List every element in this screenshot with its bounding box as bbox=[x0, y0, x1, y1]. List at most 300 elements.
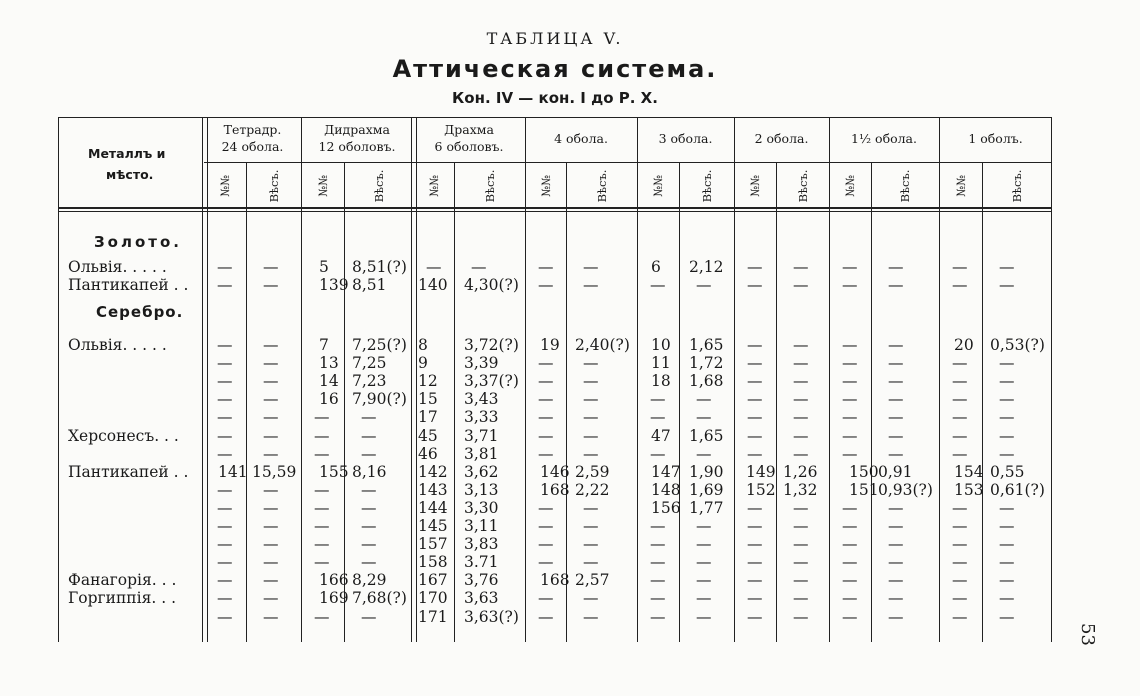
catalog-number-cell: 145 bbox=[418, 517, 448, 535]
weight-cell: — bbox=[888, 372, 904, 391]
weight-cell: 3,81 bbox=[464, 444, 499, 463]
number-subheader-text: №№ bbox=[426, 175, 441, 197]
catalog-number-cell: — bbox=[538, 517, 554, 535]
weight-cell: — bbox=[361, 607, 377, 626]
catalog-number-cell: — bbox=[217, 372, 233, 391]
weight-cell: 7,25(?) bbox=[352, 336, 407, 354]
denomination-name: 4 обола. bbox=[554, 131, 608, 146]
catalog-number-cell: — bbox=[842, 498, 858, 517]
weight-cell: — bbox=[999, 498, 1015, 517]
weight-subheader bbox=[897, 166, 913, 206]
catalog-number-cell: — bbox=[538, 535, 554, 554]
weight-cell: — bbox=[888, 517, 904, 535]
weight-cell: 3.71 bbox=[464, 553, 499, 572]
denomination-name: Тетрадр. bbox=[223, 122, 282, 137]
weight-cell: 2,57 bbox=[575, 571, 610, 590]
weight-cell: — bbox=[696, 553, 712, 572]
catalog-number-cell: — bbox=[842, 444, 858, 463]
catalog-number-cell: — bbox=[314, 535, 330, 554]
weight-cell: — bbox=[583, 258, 599, 276]
weight-subheader bbox=[371, 166, 387, 206]
weight-cell: — bbox=[999, 553, 1015, 572]
weight-cell: 3,83 bbox=[464, 535, 499, 554]
weight-cell: — bbox=[583, 372, 599, 391]
catalog-number-cell: — bbox=[842, 553, 858, 572]
weight-cell: 3,30 bbox=[464, 498, 499, 517]
number-subheader-text: №№ bbox=[651, 175, 665, 197]
weight-cell: 0,61(?) bbox=[990, 480, 1045, 499]
catalog-number-cell: 141 bbox=[218, 462, 248, 481]
catalog-number-cell: — bbox=[952, 571, 968, 590]
catalog-number-cell: 143 bbox=[418, 480, 448, 499]
catalog-number-cell: 147 bbox=[651, 462, 681, 481]
weight-subheader-text: Вѣсъ. bbox=[371, 169, 386, 203]
weight-cell: 3,76 bbox=[464, 571, 499, 590]
catalog-number-cell: 158 bbox=[418, 553, 448, 572]
catalog-number-cell: — bbox=[952, 426, 968, 445]
weight-cell: — bbox=[471, 258, 487, 276]
catalog-number-cell: 47 bbox=[651, 426, 671, 445]
catalog-number-cell: — bbox=[217, 607, 233, 626]
weight-subheader bbox=[266, 166, 282, 206]
catalog-number-cell: — bbox=[747, 571, 763, 590]
denomination-header bbox=[301, 121, 413, 161]
weight-cell: — bbox=[999, 571, 1015, 590]
catalog-number-cell: — bbox=[217, 390, 233, 409]
catalog-number-cell: — bbox=[217, 426, 233, 445]
catalog-number-cell: 153 bbox=[954, 480, 984, 499]
catalog-number-cell: 156 bbox=[651, 498, 681, 517]
weight-subheader-text: Вѣсъ. bbox=[482, 169, 497, 203]
weight-cell: — bbox=[263, 258, 279, 276]
catalog-number-cell: 19 bbox=[540, 336, 560, 354]
denomination-name: 1½ обола. bbox=[851, 131, 917, 146]
weight-cell: 1,65 bbox=[689, 336, 724, 354]
weight-cell: — bbox=[793, 372, 809, 391]
weight-cell: — bbox=[263, 336, 279, 354]
weight-cell: — bbox=[888, 571, 904, 590]
catalog-number-cell: — bbox=[842, 589, 858, 608]
place-name: Херсонесъ. . . bbox=[68, 426, 179, 445]
catalog-number-cell: — bbox=[217, 354, 233, 373]
denomination-name: 2 обола. bbox=[754, 131, 809, 146]
catalog-number-cell: — bbox=[952, 589, 968, 608]
denomination-name: 3 обола. bbox=[658, 131, 713, 146]
table-title: Аттическая система. bbox=[392, 55, 718, 83]
number-subheader bbox=[315, 166, 331, 206]
weight-cell: 0,53(?) bbox=[990, 336, 1045, 354]
denomination-header bbox=[829, 121, 939, 170]
catalog-number-cell: 155 bbox=[319, 462, 349, 481]
weight-cell: — bbox=[793, 426, 809, 445]
place-name: Фанагорія. . . bbox=[68, 571, 177, 590]
weight-cell: 2,12 bbox=[689, 258, 724, 276]
weight-cell: — bbox=[361, 535, 377, 554]
weight-cell: — bbox=[696, 535, 712, 554]
weight-cell: — bbox=[583, 408, 599, 427]
weight-cell: — bbox=[999, 390, 1015, 409]
catalog-number-cell: 142 bbox=[418, 462, 448, 481]
catalog-number-cell: 12 bbox=[418, 372, 438, 391]
catalog-number-cell: — bbox=[538, 607, 554, 626]
weight-cell: — bbox=[888, 390, 904, 409]
weight-cell: 1,69 bbox=[689, 480, 724, 499]
weight-cell: — bbox=[793, 589, 809, 608]
catalog-number-cell: — bbox=[217, 444, 233, 463]
weight-cell: — bbox=[583, 589, 599, 608]
place-name: Ольвія. . . . . bbox=[68, 336, 167, 354]
catalog-number-cell: — bbox=[952, 276, 968, 295]
catalog-number-cell: — bbox=[952, 498, 968, 517]
catalog-number-cell: — bbox=[538, 372, 554, 391]
weight-cell: — bbox=[583, 354, 599, 373]
catalog-number-cell: — bbox=[314, 444, 330, 463]
weight-cell: — bbox=[793, 498, 809, 517]
weight-cell: — bbox=[793, 390, 809, 409]
catalog-number-cell: — bbox=[217, 408, 233, 427]
catalog-number-cell: — bbox=[538, 354, 554, 373]
catalog-number-cell: — bbox=[747, 390, 763, 409]
catalog-number-cell: — bbox=[650, 276, 666, 295]
catalog-number-cell: 11 bbox=[651, 354, 671, 373]
weight-subheader-text: Вѣсъ. bbox=[898, 169, 912, 203]
denomination-header bbox=[939, 121, 1052, 170]
weight-cell: — bbox=[263, 390, 279, 409]
catalog-number-cell: — bbox=[842, 408, 858, 427]
weight-cell: 1,26 bbox=[783, 462, 818, 481]
weight-subheader-text: Вѣсъ. bbox=[699, 169, 714, 203]
place-name: Пантикапей . . bbox=[68, 462, 189, 481]
weight-cell: — bbox=[263, 408, 279, 427]
place-name: Пантикапей . . bbox=[68, 276, 189, 295]
catalog-number-cell: — bbox=[314, 498, 330, 517]
weight-cell: 0,55 bbox=[990, 462, 1025, 481]
catalog-number-cell: — bbox=[747, 276, 763, 295]
place-header-line: Металлъ и bbox=[88, 146, 166, 161]
table-row bbox=[58, 589, 1052, 607]
weight-cell: 3,63(?) bbox=[464, 607, 519, 626]
weight-cell: — bbox=[888, 408, 904, 427]
weight-cell: 3,11 bbox=[464, 517, 499, 535]
weight-cell: — bbox=[888, 607, 904, 626]
weight-cell: — bbox=[263, 426, 279, 445]
weight-cell: — bbox=[888, 354, 904, 373]
table-row bbox=[58, 258, 1052, 276]
denomination-obols: 24 обола. bbox=[221, 139, 284, 154]
weight-cell: — bbox=[999, 276, 1015, 295]
weight-cell: 3,72(?) bbox=[464, 336, 519, 354]
weight-cell: 7,68(?) bbox=[352, 589, 407, 608]
weight-cell: — bbox=[793, 571, 809, 590]
metal-section-header: Золото. bbox=[94, 233, 182, 251]
catalog-number-cell: — bbox=[747, 553, 763, 572]
weight-cell: — bbox=[263, 517, 279, 535]
weight-cell: 1,72 bbox=[689, 354, 724, 373]
catalog-number-cell: 146 bbox=[540, 462, 570, 481]
catalog-number-cell: 154 bbox=[954, 462, 984, 481]
weight-cell: — bbox=[793, 607, 809, 626]
weight-subheader bbox=[482, 166, 498, 206]
weight-cell: 3,62 bbox=[464, 462, 499, 481]
number-subheader bbox=[538, 166, 554, 206]
weight-cell: 2,22 bbox=[575, 480, 610, 499]
number-subheader-text: №№ bbox=[843, 175, 857, 197]
catalog-number-cell: 7 bbox=[319, 336, 329, 354]
catalog-number-cell: 152 bbox=[746, 480, 776, 499]
catalog-number-cell: — bbox=[952, 354, 968, 373]
catalog-number-cell: — bbox=[217, 571, 233, 590]
weight-cell: — bbox=[361, 517, 377, 535]
table-row bbox=[58, 535, 1052, 553]
table-row bbox=[58, 390, 1052, 408]
catalog-number-cell: — bbox=[650, 535, 666, 554]
catalog-number-cell: — bbox=[650, 607, 666, 626]
weight-cell: — bbox=[583, 276, 599, 295]
catalog-number-cell: — bbox=[952, 553, 968, 572]
weight-cell: — bbox=[361, 553, 377, 572]
weight-subheader-text: Вѣсъ. bbox=[1010, 169, 1024, 203]
weight-cell: — bbox=[999, 589, 1015, 608]
catalog-number-cell: — bbox=[747, 354, 763, 373]
catalog-number-cell: — bbox=[842, 607, 858, 626]
catalog-number-cell: — bbox=[842, 571, 858, 590]
number-subheader bbox=[426, 166, 442, 206]
catalog-number-cell: — bbox=[217, 258, 233, 276]
catalog-number-cell: 14 bbox=[319, 372, 339, 391]
denomination-header bbox=[734, 121, 829, 170]
number-subheader-text: №№ bbox=[315, 175, 330, 197]
weight-cell: 1,65 bbox=[689, 426, 724, 445]
table-row bbox=[58, 553, 1052, 571]
catalog-number-cell: — bbox=[650, 390, 666, 409]
weight-subheader-text: Вѣсъ. bbox=[795, 169, 810, 203]
catalog-number-cell: — bbox=[314, 553, 330, 572]
weight-cell: — bbox=[263, 498, 279, 517]
weight-cell: — bbox=[696, 517, 712, 535]
catalog-number-cell: — bbox=[538, 553, 554, 572]
weight-cell: — bbox=[999, 535, 1015, 554]
weight-cell: — bbox=[696, 390, 712, 409]
weight-subheader bbox=[1009, 166, 1025, 206]
weight-cell: 3,37(?) bbox=[464, 372, 519, 391]
table-row bbox=[58, 517, 1052, 535]
catalog-number-cell: 149 bbox=[746, 462, 776, 481]
weight-cell: — bbox=[888, 426, 904, 445]
weight-cell: — bbox=[361, 426, 377, 445]
weight-cell: — bbox=[263, 444, 279, 463]
catalog-number-cell: — bbox=[842, 426, 858, 445]
weight-cell: — bbox=[999, 517, 1015, 535]
catalog-number-cell: — bbox=[314, 426, 330, 445]
weight-cell: — bbox=[793, 408, 809, 427]
weight-subheader bbox=[699, 166, 715, 206]
catalog-number-cell: — bbox=[217, 553, 233, 572]
weight-cell: 8,51 bbox=[352, 276, 387, 295]
weight-cell: 0,93(?) bbox=[878, 480, 933, 499]
weight-cell: — bbox=[999, 354, 1015, 373]
catalog-number-cell: 140 bbox=[418, 276, 448, 295]
denomination-obols: 6 оболовъ. bbox=[434, 139, 504, 154]
catalog-number-cell: — bbox=[952, 372, 968, 391]
weight-cell: — bbox=[999, 408, 1015, 427]
catalog-number-cell: 13 bbox=[319, 354, 339, 373]
catalog-number-cell: — bbox=[842, 390, 858, 409]
number-subheader bbox=[747, 166, 763, 206]
weight-cell: — bbox=[999, 372, 1015, 391]
catalog-number-cell: 166 bbox=[319, 571, 349, 590]
weight-cell: — bbox=[999, 444, 1015, 463]
catalog-number-cell: — bbox=[747, 426, 763, 445]
weight-cell: 3,63 bbox=[464, 589, 499, 608]
catalog-number-cell: 5 bbox=[319, 258, 329, 276]
catalog-number-cell: — bbox=[747, 444, 763, 463]
weight-cell: 2,59 bbox=[575, 462, 610, 481]
denomination-name: Драхма bbox=[444, 122, 494, 137]
weight-subheader-text: Вѣсъ. bbox=[266, 169, 281, 203]
metal-section-header: Серебро. bbox=[96, 303, 184, 321]
weight-cell: — bbox=[793, 336, 809, 354]
number-subheader-text: №№ bbox=[218, 175, 232, 197]
catalog-number-cell: 168 bbox=[540, 480, 570, 499]
denomination-header bbox=[413, 121, 525, 161]
catalog-number-cell: — bbox=[747, 589, 763, 608]
catalog-number-cell: — bbox=[952, 408, 968, 427]
catalog-number-cell: — bbox=[747, 258, 763, 276]
catalog-number-cell: — bbox=[747, 607, 763, 626]
catalog-number-cell: 46 bbox=[418, 444, 438, 463]
weight-cell: — bbox=[583, 535, 599, 554]
weight-cell: 4,30(?) bbox=[464, 276, 519, 295]
weight-cell: — bbox=[263, 276, 279, 295]
weight-cell: — bbox=[263, 553, 279, 572]
denomination-name: Дидрахма bbox=[324, 122, 390, 137]
weight-cell: 2,40(?) bbox=[575, 336, 630, 354]
catalog-number-cell: 157 bbox=[418, 535, 448, 554]
table-row bbox=[58, 481, 1052, 499]
coin-weight-table bbox=[58, 117, 1052, 642]
weight-cell: — bbox=[793, 276, 809, 295]
weight-cell: — bbox=[696, 276, 712, 295]
weight-cell: — bbox=[696, 589, 712, 608]
weight-cell: 7,23 bbox=[352, 372, 387, 391]
catalog-number-cell: — bbox=[538, 276, 554, 295]
weight-cell: — bbox=[999, 607, 1015, 626]
catalog-number-cell: — bbox=[538, 589, 554, 608]
catalog-number-cell: — bbox=[952, 444, 968, 463]
catalog-number-cell: — bbox=[842, 354, 858, 373]
catalog-number-cell: 168 bbox=[540, 571, 570, 590]
weight-cell: — bbox=[888, 276, 904, 295]
catalog-number-cell: — bbox=[650, 589, 666, 608]
table-row bbox=[58, 408, 1052, 426]
catalog-number-cell: — bbox=[650, 408, 666, 427]
catalog-number-cell: — bbox=[314, 408, 330, 427]
weight-cell: — bbox=[263, 607, 279, 626]
number-subheader bbox=[217, 166, 233, 206]
number-subheader-text: №№ bbox=[953, 175, 968, 197]
number-subheader bbox=[842, 166, 858, 206]
catalog-number-cell: 171 bbox=[418, 607, 448, 626]
table-row bbox=[58, 463, 1052, 481]
weight-cell: — bbox=[696, 571, 712, 590]
catalog-number-cell: — bbox=[747, 517, 763, 535]
catalog-number-cell: — bbox=[217, 276, 233, 295]
weight-cell: — bbox=[361, 444, 377, 463]
weight-cell: 7,90(?) bbox=[352, 390, 407, 409]
weight-cell: — bbox=[583, 498, 599, 517]
weight-cell: 1,32 bbox=[783, 480, 818, 499]
weight-cell: — bbox=[888, 444, 904, 463]
weight-cell: — bbox=[263, 372, 279, 391]
catalog-number-cell: 144 bbox=[418, 498, 448, 517]
table-subtitle: Кон. IV — кон. I до Р. Х. bbox=[452, 89, 658, 107]
page-number: 53 bbox=[1076, 623, 1098, 646]
weight-cell: 1,77 bbox=[689, 498, 724, 517]
catalog-number-cell: — bbox=[650, 517, 666, 535]
catalog-number-cell: 18 bbox=[651, 372, 671, 391]
catalog-number-cell: 151 bbox=[849, 480, 879, 499]
weight-subheader bbox=[594, 166, 610, 206]
weight-cell: — bbox=[888, 498, 904, 517]
weight-cell: 0,91 bbox=[878, 462, 913, 481]
catalog-number-cell: 10 bbox=[651, 336, 671, 354]
weight-cell: — bbox=[263, 571, 279, 590]
weight-subheader bbox=[795, 166, 811, 206]
catalog-number-cell: — bbox=[314, 517, 330, 535]
weight-cell: — bbox=[888, 258, 904, 276]
weight-cell: 1,68 bbox=[689, 372, 724, 391]
weight-cell: — bbox=[793, 444, 809, 463]
weight-cell: — bbox=[263, 480, 279, 499]
denomination-header bbox=[637, 121, 734, 170]
denomination-name: 1 оболъ. bbox=[968, 131, 1023, 146]
catalog-number-cell: 8 bbox=[418, 336, 428, 354]
table-row bbox=[58, 372, 1052, 390]
weight-cell: — bbox=[263, 354, 279, 373]
catalog-number-cell: — bbox=[747, 535, 763, 554]
catalog-number-cell: — bbox=[747, 408, 763, 427]
weight-cell: — bbox=[583, 390, 599, 409]
catalog-number-cell: — bbox=[747, 498, 763, 517]
number-subheader-text: №№ bbox=[748, 175, 762, 197]
catalog-number-cell: 169 bbox=[319, 589, 349, 608]
weight-cell: — bbox=[583, 517, 599, 535]
weight-cell: — bbox=[583, 553, 599, 572]
weight-cell: 8,16 bbox=[352, 462, 387, 481]
catalog-number-cell: 9 bbox=[418, 354, 428, 373]
catalog-number-cell: — bbox=[538, 390, 554, 409]
number-subheader bbox=[650, 166, 666, 206]
table-row bbox=[58, 336, 1052, 354]
weight-cell: — bbox=[793, 354, 809, 373]
weight-cell: — bbox=[999, 426, 1015, 445]
catalog-number-cell: 167 bbox=[418, 571, 448, 590]
weight-cell: — bbox=[263, 535, 279, 554]
catalog-number-cell: — bbox=[747, 372, 763, 391]
weight-cell: — bbox=[263, 589, 279, 608]
catalog-number-cell: — bbox=[842, 535, 858, 554]
number-subheader bbox=[953, 166, 969, 206]
denomination-header bbox=[204, 121, 301, 161]
place-name: Горгиппія. . . bbox=[68, 589, 177, 608]
number-subheader-text: №№ bbox=[538, 175, 553, 197]
catalog-number-cell: 20 bbox=[954, 336, 974, 354]
catalog-number-cell: — bbox=[747, 336, 763, 354]
catalog-number-cell: 6 bbox=[651, 258, 661, 276]
catalog-number-cell: — bbox=[217, 589, 233, 608]
catalog-number-cell: — bbox=[952, 258, 968, 276]
weight-cell: 7,25 bbox=[352, 354, 387, 373]
